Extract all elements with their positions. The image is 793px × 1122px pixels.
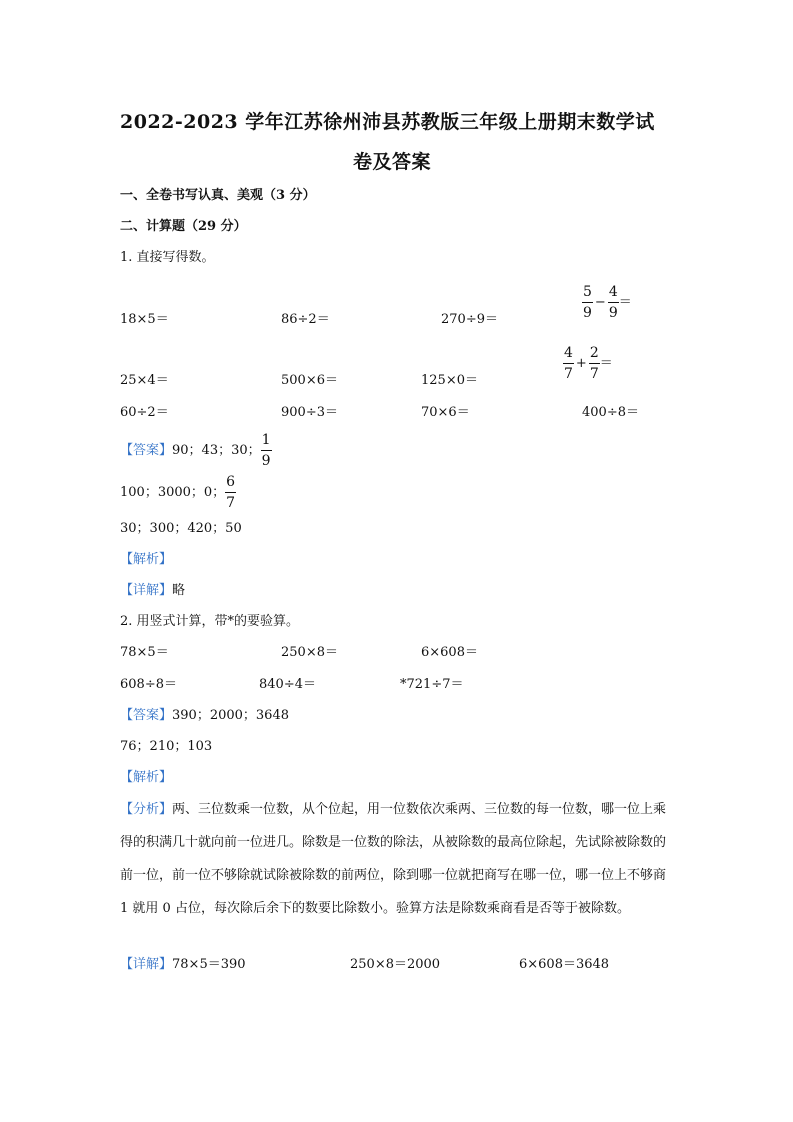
q2-answer-line-1 bbox=[120, 708, 289, 724]
fraction bbox=[563, 345, 574, 382]
section-heading-2: 二、计算题（29 分） bbox=[120, 219, 247, 234]
numerator: 4 bbox=[563, 345, 574, 364]
q1-fraction-expression-1 bbox=[582, 284, 632, 321]
fenxi-tag: 【分析】 bbox=[120, 802, 173, 817]
q1-answer-line-3: 30；300；420；50 bbox=[120, 521, 242, 536]
equals-sign: ＝ bbox=[618, 294, 632, 310]
denominator: 7 bbox=[564, 366, 573, 382]
q1-answer-line-1 bbox=[120, 432, 272, 469]
q1-item: 125×0＝ bbox=[421, 373, 478, 388]
q2-item: *721÷7＝ bbox=[400, 677, 464, 692]
fraction bbox=[589, 345, 600, 382]
q1-detail bbox=[120, 583, 185, 599]
answer-fraction bbox=[225, 474, 236, 511]
denominator: 9 bbox=[583, 305, 592, 321]
q2-item: 608÷8＝ bbox=[120, 677, 177, 692]
denominator: 9 bbox=[261, 453, 271, 469]
operator: + bbox=[575, 355, 587, 371]
q1-fraction-expression-2 bbox=[563, 345, 613, 382]
q1-item: 900÷3＝ bbox=[281, 405, 338, 420]
operator: − bbox=[594, 294, 606, 310]
fraction bbox=[582, 284, 593, 321]
page-title-line-2: 卷及答案 bbox=[353, 151, 432, 173]
q2-item: 6×608＝ bbox=[421, 645, 478, 660]
denominator: 9 bbox=[608, 305, 618, 321]
denominator: 7 bbox=[226, 495, 236, 511]
fenxi-text: 两、三位数乘一位数，从个位起，用一位数依次乘两、三位数的每一位数，哪一位上乘得的积满几十就向前一位进几。除数是一位数的除法，从被除数的最高位除起，先试除被除数的前一位，前一位不够除就试除被除数的前两位，除到哪一位就把商写在哪一位，哪一位上不够商 1 就用 0 占位，每次除后余下的数要比除数小。验算方法是除数乘商看是否等于被除数。 bbox=[120, 802, 667, 916]
q1-item: 400÷8＝ bbox=[582, 405, 639, 420]
q1-analysis-tag: 【解析】 bbox=[120, 552, 173, 567]
detail-item: 78×5＝390 bbox=[172, 957, 246, 972]
q2-prompt: 2. 用竖式计算，带*的要验算。 bbox=[120, 614, 300, 629]
denominator: 7 bbox=[589, 366, 599, 382]
fraction bbox=[608, 284, 619, 321]
q1-prompt: 1. 直接写得数。 bbox=[120, 250, 215, 265]
q2-item: 250×8＝ bbox=[281, 645, 338, 660]
detail-text: 略 bbox=[172, 583, 186, 598]
q2-detail-item: 6×608＝3648 bbox=[519, 957, 610, 972]
answer-text: 100；3000；0； bbox=[120, 484, 226, 500]
section-heading-1: 一、全卷书写认真、美观（3 分） bbox=[120, 188, 316, 203]
answer-tag: 【答案】 bbox=[120, 708, 173, 723]
q1-item: 25×4＝ bbox=[120, 373, 169, 388]
answer-text: 90；43；30； bbox=[172, 442, 261, 458]
numerator: 5 bbox=[582, 284, 593, 303]
q2-item: 78×5＝ bbox=[120, 645, 169, 660]
answer-text: 390；2000；3648 bbox=[172, 708, 289, 723]
q2-detail bbox=[120, 957, 246, 973]
numerator: 4 bbox=[608, 284, 619, 303]
q1-answer-line-2 bbox=[120, 474, 236, 511]
q1-item: 500×6＝ bbox=[281, 373, 338, 388]
page-title-line-1: 2022-2023 学年江苏徐州沛县苏教版三年级上册期末数学试 bbox=[120, 111, 655, 133]
q2-answer-line-2: 76；210；103 bbox=[120, 739, 213, 754]
q1-item: 86÷2＝ bbox=[281, 312, 330, 327]
equals-sign: ＝ bbox=[599, 355, 613, 371]
answer-fraction bbox=[261, 432, 272, 469]
q2-analysis-paragraph bbox=[120, 793, 672, 925]
numerator: 1 bbox=[261, 432, 272, 451]
q1-item: 60÷2＝ bbox=[120, 405, 169, 420]
numerator: 2 bbox=[589, 345, 600, 364]
numerator: 6 bbox=[225, 474, 236, 493]
q1-item: 270÷9＝ bbox=[441, 312, 498, 327]
q1-item: 18×5＝ bbox=[120, 312, 169, 327]
q2-item: 840÷4＝ bbox=[259, 677, 316, 692]
q2-analysis-tag: 【解析】 bbox=[120, 770, 173, 785]
answer-tag: 【答案】 bbox=[120, 442, 173, 458]
q1-item: 70×6＝ bbox=[421, 405, 470, 420]
detail-tag: 【详解】 bbox=[120, 583, 173, 598]
detail-tag: 【详解】 bbox=[120, 957, 173, 972]
q2-detail-item: 250×8＝2000 bbox=[350, 957, 441, 972]
